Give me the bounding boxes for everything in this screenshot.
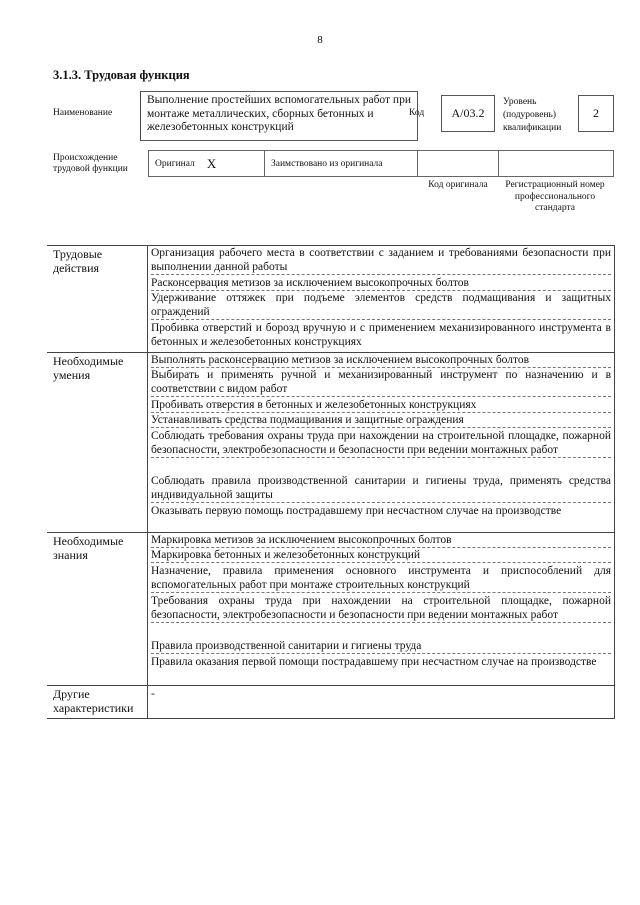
borrowed-cell	[264, 150, 418, 177]
code-original-caption: Код оригинала	[428, 180, 488, 190]
list-item: Пробивка отверстий и борозд вручную и с применением механизированного инструмента в бетонных и железобетонных конструкциях	[151, 322, 611, 349]
section-title: 3.1.3. Трудовая функция	[53, 68, 190, 82]
name-label: Наименование	[53, 108, 113, 118]
group-required-knowledge	[47, 532, 615, 686]
function-name-box	[140, 91, 418, 141]
list-item: Устанавливать средства подмащивания и защитные ограждения	[151, 413, 611, 428]
list-item: Соблюдать требования охраны труда при нахождении на строительной площадке, пожарной безопасности, электробезопасности и безопасности при ведении монтажных работ	[151, 429, 611, 458]
level-value-box	[578, 95, 614, 132]
original-mark: X	[206, 155, 217, 171]
group-title: Другие характеристики	[53, 687, 134, 715]
group-title: Трудовые действия	[53, 247, 103, 275]
list-item: -	[151, 688, 155, 700]
list-item: Соблюдать правила производственной санитарии и гигиены труда, применять средства индивидуальной защиты	[151, 474, 611, 503]
list-item: Оказывать первую помощь пострадавшему при несчастном случае на производстве	[151, 505, 562, 517]
list-item: Маркировка метизов за исключением высокопрочных болтов	[151, 533, 611, 548]
code-value: А/03.2	[451, 106, 485, 120]
group-required-skills	[47, 352, 615, 533]
list-item: Требования охраны труда при нахождении на строительной площадке, пожарной безопасности, электробезопасности и безопасности при ведении монтажных работ	[151, 594, 611, 623]
list-item: Маркировка бетонных и железобетонных конструкций	[151, 548, 611, 563]
original-label: Оригинал	[155, 158, 195, 169]
list-item: Пробивать отверстия в бетонных и железобетонных конструкциях	[151, 398, 611, 413]
list-item: Выполнять расконсервацию метизов за исключением высокопрочных болтов	[151, 353, 611, 368]
reg-number-cell	[498, 150, 614, 177]
code-original-cell	[417, 150, 499, 177]
borrowed-label: Заимствовано из оригинала	[271, 158, 383, 169]
function-table	[47, 245, 615, 719]
list-item: Расконсервация метизов за исключением высокопрочных болтов	[151, 276, 611, 291]
original-cell	[148, 150, 265, 177]
reg-number-caption: Регистрационный номер профессионального стандарта	[505, 180, 605, 213]
list-item: Организация рабочего места в соответствии с заданием и требованиями безопасности при выполнении данной работы	[151, 246, 611, 275]
list-item: Назначение, правила применения основного инструмента и приспособлений для вспомогательных работ при монтаже строительных конструкций	[151, 564, 611, 593]
list-item: Правила оказания первой помощи пострадавшему при несчастном случае на производстве	[151, 656, 597, 668]
function-name-value: Выполнение простейших вспомогательных работ при монтаже металлических, сборных бетонных и железобетонных конструкций	[147, 94, 411, 133]
list-item: Удерживание оттяжек при подъеме элементов средств подмащивания и защитных ограждений	[151, 291, 611, 320]
list-item: Выбирать и применять ручной и механизированный инструмент по назначению и в соответствии с видом работ	[151, 368, 611, 397]
level-label: Уровень (подуровень) квалификации	[503, 97, 562, 133]
page-number: 8	[317, 34, 323, 46]
group-title: Необходимые умения	[53, 354, 124, 382]
code-label: Код	[409, 108, 425, 118]
origin-label: Происхождение трудовой функции	[53, 153, 128, 174]
group-other-characteristics	[47, 685, 615, 720]
group-labor-actions	[47, 245, 615, 353]
group-title: Необходимые знания	[53, 534, 124, 562]
list-item: Правила производственной санитарии и гигиены труда	[151, 639, 611, 654]
code-value-box	[441, 95, 495, 132]
level-value: 2	[593, 106, 599, 120]
